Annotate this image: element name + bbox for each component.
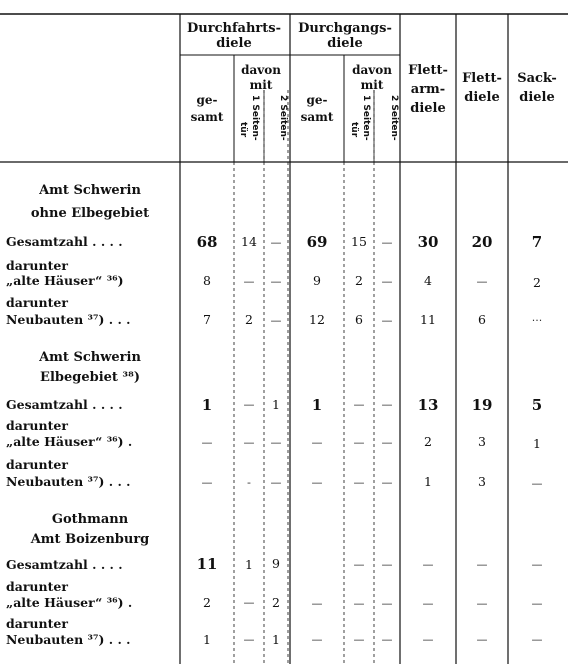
cell-durchfahrt-gesamt: 11: [196, 555, 218, 573]
cell-flettdiele: 20: [471, 233, 493, 251]
cell-durchfahrt-1-seiten: —: [243, 275, 255, 288]
cell-flettdiele: —: [476, 558, 488, 571]
cell-durchfahrt-2-seiten: —: [270, 275, 282, 288]
cell-flettarmdiele: 2: [424, 434, 432, 449]
cell-durchgang-gesamt: —: [311, 436, 323, 449]
header-gesamt-line1: ge-: [196, 93, 218, 107]
cell-flettarmdiele: 4: [424, 273, 432, 288]
header-davon: davon: [241, 63, 281, 77]
header-flettdiele-line2: diele: [464, 90, 500, 105]
cell-durchfahrt-gesamt: 7: [203, 312, 211, 327]
header-gesamt2-line1: ge-: [306, 93, 328, 107]
cell-durchfahrt-2-seiten: —: [270, 436, 282, 449]
cell-durchgang-gesamt: 9: [313, 273, 321, 288]
row-label-neubauten: Neubauten ³⁷) . . .: [6, 312, 131, 327]
header-gesamt2-line2: samt: [300, 110, 334, 124]
section-title-schwerin-elbe-line1: Amt Schwerin: [39, 350, 141, 365]
cell-durchgang-2-seiten: —: [381, 476, 393, 489]
cell-durchgang-1-seiten: —: [353, 476, 365, 489]
cell-flettdiele: —: [476, 633, 488, 646]
cell-durchgang-2-seiten: —: [381, 236, 393, 249]
header-1-seiten-2: 1 Seiten-: [361, 95, 371, 141]
row-label-alte-haeuser: „alte Häuser“ ³⁶) .: [6, 434, 133, 449]
cell-durchgang-gesamt: 12: [309, 312, 325, 327]
cell-durchfahrt-gesamt: 1: [201, 396, 213, 414]
cell-durchgang-gesamt: 1: [311, 396, 323, 414]
header-2-seiten: 2 Seiten-: [278, 95, 288, 141]
cell-sackdiele: —: [531, 633, 543, 646]
cell-durchgang-1-seiten: —: [353, 398, 365, 411]
cell-durchfahrt-2-seiten: —: [270, 476, 282, 489]
cell-durchgang-1-seiten: —: [353, 558, 365, 571]
cell-durchfahrt-1-seiten: 2: [245, 312, 253, 327]
cell-durchfahrt-gesamt: 8: [203, 273, 211, 288]
header-durchfahrtsdiele-line2: diele: [216, 36, 252, 51]
cell-durchfahrt-2-seiten: —: [270, 236, 282, 249]
cell-durchfahrt-2-seiten: 2: [272, 595, 280, 610]
row-label-darunter: darunter: [6, 258, 68, 273]
cell-sackdiele: 7: [531, 233, 543, 251]
cell-durchgang-gesamt: —: [311, 597, 323, 610]
cell-flettdiele: —: [476, 275, 488, 288]
cell-durchfahrt-gesamt: 2: [203, 595, 211, 610]
header-durchfahrtsdiele-line1: Durchfahrts-: [187, 21, 281, 36]
header-durchgangsdiele-line1: Durchgangs-: [298, 21, 392, 36]
header-gesamt-line2: samt: [190, 110, 224, 124]
header-mit: mit: [249, 78, 273, 92]
cell-sackdiele: 1: [533, 436, 541, 451]
cell-durchgang-gesamt: —: [311, 476, 323, 489]
cell-durchgang-2-seiten: —: [381, 436, 393, 449]
row-label-gesamtzahl: Gesamtzahl . . . .: [6, 234, 123, 249]
cell-durchfahrt-gesamt: 68: [196, 233, 218, 251]
header-tuer-2: tür: [349, 122, 359, 138]
cell-flettdiele: —: [476, 597, 488, 610]
cell-durchgang-1-seiten: —: [353, 436, 365, 449]
row-label-gesamtzahl: Gesamtzahl . . . .: [6, 397, 123, 412]
row-label-neubauten: Neubauten ³⁷) . . .: [6, 474, 131, 489]
cell-durchfahrt-2-seiten: 1: [272, 632, 280, 647]
cell-flettdiele: 19: [471, 396, 493, 414]
row-label-darunter: darunter: [6, 418, 68, 433]
header-flettarmdiele-line1: Flett-: [408, 63, 448, 78]
cell-sackdiele: —: [531, 597, 543, 610]
cell-sackdiele: 5: [531, 396, 543, 414]
cell-flettarmdiele: —: [422, 558, 434, 571]
cell-durchfahrt-1-seiten: 1: [245, 557, 253, 572]
cell-flettarmdiele: —: [422, 597, 434, 610]
header-sackdiele-line2: diele: [519, 90, 555, 105]
cell-durchfahrt-gesamt: —: [201, 476, 213, 489]
section-title-gothmann-line2: Amt Boizenburg: [30, 532, 150, 547]
cell-sackdiele: —: [531, 558, 543, 571]
cell-durchgang-2-seiten: —: [381, 314, 393, 327]
header-durchgangsdiele-line2: diele: [327, 36, 363, 51]
header-flettarmdiele-line3: diele: [410, 101, 446, 116]
cell-sackdiele: ...: [531, 311, 543, 324]
cell-durchgang-1-seiten: —: [353, 597, 365, 610]
cell-durchfahrt-1-seiten: -: [247, 476, 251, 489]
header-1-seiten: 1 Seiten-: [250, 95, 260, 141]
cell-durchgang-2-seiten: —: [381, 633, 393, 646]
header-davon-2: davon: [352, 63, 392, 77]
cell-flettarmdiele: 1: [424, 474, 432, 489]
row-label-darunter: darunter: [6, 579, 68, 594]
cell-durchfahrt-1-seiten: —: [243, 436, 255, 449]
cell-flettarmdiele: 11: [420, 312, 436, 327]
cell-durchfahrt-2-seiten: 1: [272, 397, 280, 412]
cell-flettarmdiele: 30: [417, 233, 439, 251]
row-label-gesamtzahl: Gesamtzahl . . . .: [6, 557, 123, 572]
row-label-darunter: darunter: [6, 616, 68, 631]
cell-durchfahrt-1-seiten: 14: [241, 234, 257, 249]
row-label-alte-haeuser: „alte Häuser“ ³⁶) .: [6, 595, 133, 610]
row-label-alte-haeuser: „alte Häuser“ ³⁶): [6, 273, 124, 288]
cell-flettdiele: 6: [478, 312, 486, 327]
section-title-schwerin-ohne-line1: Amt Schwerin: [39, 183, 141, 198]
row-label-darunter: darunter: [6, 295, 68, 310]
row-label-neubauten: Neubauten ³⁷) . . .: [6, 632, 131, 647]
cell-flettarmdiele: 13: [417, 396, 439, 414]
cell-sackdiele: 2: [533, 275, 541, 290]
cell-durchgang-1-seiten: 2: [355, 273, 363, 288]
header-flettdiele-line1: Flett-: [462, 71, 502, 86]
cell-durchgang-2-seiten: —: [381, 275, 393, 288]
cell-durchfahrt-gesamt: 1: [203, 632, 211, 647]
section-title-schwerin-elbe-line2: Elbegebiet ³⁸): [40, 370, 140, 385]
header-tuer: tür: [238, 122, 248, 138]
header-mit-2: mit: [360, 78, 384, 92]
cell-durchgang-gesamt: 69: [306, 233, 328, 251]
cell-durchgang-2-seiten: —: [381, 398, 393, 411]
cell-durchfahrt-2-seiten: 9: [272, 556, 280, 571]
cell-durchfahrt-1-seiten: —: [243, 596, 255, 609]
row-label-darunter: darunter: [6, 457, 68, 472]
cell-flettarmdiele: —: [422, 633, 434, 646]
cell-durchgang-2-seiten: —: [381, 597, 393, 610]
cell-durchgang-1-seiten: 15: [351, 234, 367, 249]
cell-durchgang-1-seiten: —: [353, 633, 365, 646]
cell-flettdiele: 3: [478, 434, 486, 449]
cell-durchgang-1-seiten: 6: [355, 312, 363, 327]
cell-durchfahrt-gesamt: —: [201, 436, 213, 449]
header-2-seiten-2: 2 Seiten-: [389, 95, 399, 141]
cell-durchfahrt-1-seiten: —: [243, 633, 255, 646]
cell-durchgang-gesamt: —: [311, 633, 323, 646]
cell-sackdiele: —: [531, 477, 543, 490]
cell-flettdiele: 3: [478, 474, 486, 489]
header-sackdiele-line1: Sack-: [517, 71, 557, 86]
section-title-gothmann-line1: Gothmann: [51, 512, 129, 527]
cell-durchfahrt-1-seiten: —: [243, 398, 255, 411]
section-title-schwerin-ohne-line2: ohne Elbegebiet: [30, 206, 150, 221]
cell-durchfahrt-2-seiten: —: [270, 314, 282, 327]
cell-durchgang-2-seiten: —: [381, 558, 393, 571]
header-flettarmdiele-line2: arm-: [410, 82, 446, 97]
